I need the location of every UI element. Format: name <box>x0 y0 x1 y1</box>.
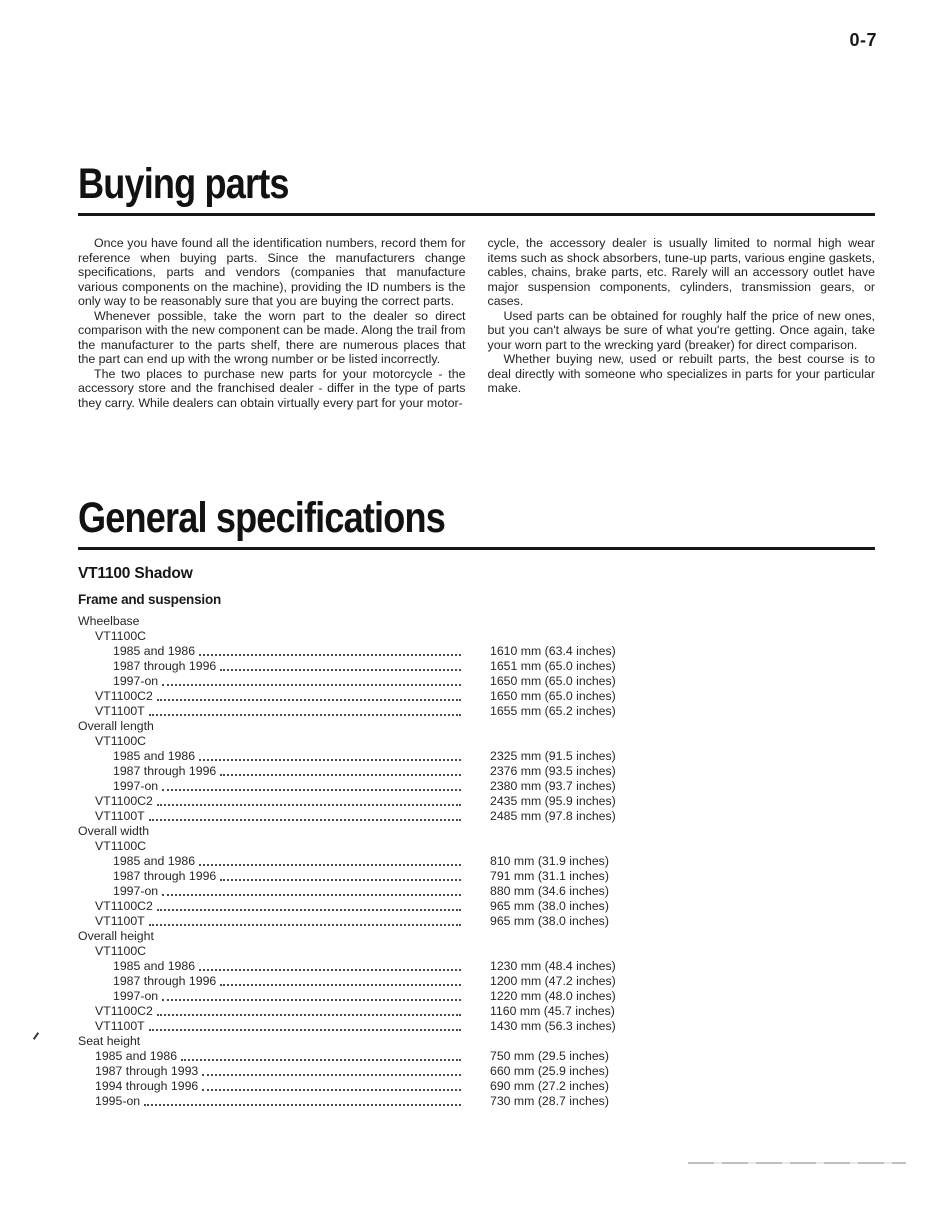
general-specifications-title: General specifications <box>78 494 445 542</box>
spec-label: Wheelbase <box>78 614 140 628</box>
dot-leader <box>202 1089 461 1091</box>
spec-value: 690 mm (27.2 inches) <box>490 1079 609 1093</box>
spec-label: VT1100C2 <box>95 899 153 913</box>
spec-label: 1994 through 1996 <box>95 1079 199 1093</box>
spec-label: 1985 and 1986 <box>113 749 196 763</box>
paragraph: Used parts can be obtained for roughly half the price of new ones, but you can't always be sure of what you're getting. Once again, take your worn part to the wrecking yard (breaker) for direct comparison. <box>487 308 875 352</box>
dot-leader <box>202 1074 461 1076</box>
spec-value: 2325 mm (91.5 inches) <box>490 749 616 763</box>
spec-label: 1997-on <box>113 779 159 793</box>
spec-row <box>78 824 875 839</box>
spec-label: VT1100C <box>95 734 147 748</box>
spec-value: 791 mm (31.1 inches) <box>490 869 609 883</box>
spec-value: 1220 mm (48.0 inches) <box>490 989 616 1003</box>
paragraph: Whenever possible, take the worn part to the dealer so direct comparison with the new component can be made. Along the trail from the manufacturer to the parts shelf, there are numerous places that the part can end up with the wrong number or be listed incorrectly. <box>78 308 466 366</box>
spec-value: 1610 mm (63.4 inches) <box>490 644 616 658</box>
title-rule <box>78 213 875 216</box>
spec-row <box>78 944 875 959</box>
spec-label: Overall height <box>78 929 154 943</box>
spec-row <box>78 914 875 929</box>
dot-leader <box>157 909 461 911</box>
spec-value: 1200 mm (47.2 inches) <box>490 974 616 988</box>
spec-value: 2380 mm (93.7 inches) <box>490 779 616 793</box>
dot-leader <box>199 759 461 761</box>
dot-leader <box>220 774 461 776</box>
spec-row <box>78 809 875 824</box>
spec-row <box>78 899 875 914</box>
dot-leader <box>149 1029 461 1031</box>
spec-label: Seat height <box>78 1034 141 1048</box>
spec-label: 1987 through 1993 <box>95 1064 199 1078</box>
scan-artifact-line <box>688 1162 906 1164</box>
spec-value: 2435 mm (95.9 inches) <box>490 794 616 808</box>
dot-leader <box>157 804 461 806</box>
spec-label: 1987 through 1996 <box>113 659 217 673</box>
spec-row <box>78 764 875 779</box>
dot-leader <box>162 894 461 896</box>
spec-label: 1987 through 1996 <box>113 974 217 988</box>
subsection-heading: Frame and suspension <box>78 592 222 607</box>
dot-leader <box>149 819 461 821</box>
spec-row <box>78 614 875 629</box>
dot-leader <box>181 1059 461 1061</box>
spec-label: VT1100T <box>95 914 145 928</box>
spec-row <box>78 884 875 899</box>
spec-row <box>78 959 875 974</box>
spec-value: 1650 mm (65.0 inches) <box>490 674 616 688</box>
spec-label: 1987 through 1996 <box>113 764 217 778</box>
spec-row <box>78 974 875 989</box>
spec-label: 1995-on <box>95 1094 141 1108</box>
spec-value: 2485 mm (97.8 inches) <box>490 809 616 823</box>
spec-label: VT1100C <box>95 629 147 643</box>
spec-row <box>78 779 875 794</box>
dot-leader <box>157 1014 461 1016</box>
spec-value: 1651 mm (65.0 inches) <box>490 659 616 673</box>
spec-row <box>78 1094 875 1109</box>
spec-value: 2376 mm (93.5 inches) <box>490 764 616 778</box>
spec-label: 1985 and 1986 <box>113 959 196 973</box>
spec-row <box>78 644 875 659</box>
spec-label: Overall length <box>78 719 154 733</box>
dot-leader <box>199 654 461 656</box>
spec-row <box>78 1079 875 1094</box>
spec-row <box>78 1034 875 1049</box>
spec-row <box>78 659 875 674</box>
right-column <box>488 236 876 410</box>
left-column <box>78 236 466 410</box>
section-buying-parts <box>78 160 875 410</box>
buying-parts-title: Buying parts <box>78 160 289 208</box>
spec-label: 1985 and 1986 <box>95 1049 178 1063</box>
spec-row <box>78 749 875 764</box>
spec-row <box>78 929 875 944</box>
title-rule <box>78 547 875 550</box>
paragraph: cycle, the accessory dealer is usually limited to normal high wear items such as shock absorbers, tune-up parts, various engine gaskets, cables, chains, brake parts, etc. Rarely will an accessory outlet have major suspension components, cylinders, transmission gears, or cases. <box>487 236 875 308</box>
spec-row <box>78 674 875 689</box>
spec-row <box>78 1004 875 1019</box>
spec-value: 1655 mm (65.2 inches) <box>490 704 616 718</box>
spec-row <box>78 734 875 749</box>
spec-label: Overall width <box>78 824 150 838</box>
spec-row <box>78 689 875 704</box>
scan-artifact-mark <box>33 1032 39 1040</box>
dot-leader <box>162 789 461 791</box>
spec-row <box>78 854 875 869</box>
spec-value: 965 mm (38.0 inches) <box>490 899 609 913</box>
spec-label: VT1100T <box>95 809 145 823</box>
dot-leader <box>199 864 461 866</box>
spec-label: 1997-on <box>113 884 159 898</box>
paragraph: Whether buying new, used or rebuilt parts, the best course is to deal directly with someone who specializes in parts for your particular make. <box>487 352 875 395</box>
dot-leader <box>199 969 461 971</box>
spec-value: 880 mm (34.6 inches) <box>490 884 609 898</box>
spec-label: 1987 through 1996 <box>113 869 217 883</box>
spec-value: 750 mm (29.5 inches) <box>490 1049 609 1063</box>
spec-label: VT1100C2 <box>95 794 153 808</box>
spec-label: VT1100C <box>95 944 147 958</box>
spec-label: 1997-on <box>113 989 159 1003</box>
spec-row <box>78 1064 875 1079</box>
spec-value: 660 mm (25.9 inches) <box>490 1064 609 1078</box>
spec-label: VT1100T <box>95 704 145 718</box>
spec-row <box>78 1049 875 1064</box>
spec-row <box>78 704 875 719</box>
paragraph: Once you have found all the identification numbers, record them for reference when buying parts. Since the manufacturers change specifications, parts and vendors (companies that manufacture various components on the machine), providing the ID numbers is the only way to be reasonably sure that you are buying the correct parts. <box>78 236 466 308</box>
spec-value: 730 mm (28.7 inches) <box>490 1094 609 1108</box>
spec-value: 1430 mm (56.3 inches) <box>490 1019 616 1033</box>
spec-list <box>78 614 875 1109</box>
spec-label: VT1100C2 <box>95 689 153 703</box>
dot-leader <box>220 984 461 986</box>
dot-leader <box>162 999 461 1001</box>
dot-leader <box>149 924 461 926</box>
spec-row <box>78 869 875 884</box>
paragraph: The two places to purchase new parts for your motorcycle - the accessory store and the franchised dealer - differ in the type of parts they carry. While dealers can obtain virtually every part for your motor- <box>78 366 466 410</box>
page-number: 0-7 <box>849 30 877 50</box>
spec-row <box>78 1019 875 1034</box>
spec-value: 1650 mm (65.0 inches) <box>490 689 616 703</box>
dot-leader <box>220 669 461 671</box>
dot-leader <box>162 684 461 686</box>
spec-value: 810 mm (31.9 inches) <box>490 854 609 868</box>
buying-parts-columns <box>78 236 875 410</box>
dot-leader <box>220 879 461 881</box>
section-general-specifications <box>78 494 875 1109</box>
spec-label: 1985 and 1986 <box>113 644 196 658</box>
spec-label: 1997-on <box>113 674 159 688</box>
spec-value: 1230 mm (48.4 inches) <box>490 959 616 973</box>
spec-label: VT1100C <box>95 839 147 853</box>
spec-row <box>78 989 875 1004</box>
dot-leader <box>149 714 461 716</box>
dot-leader <box>144 1104 461 1106</box>
dot-leader <box>157 699 461 701</box>
model-heading: VT1100 Shadow <box>78 565 193 582</box>
spec-value: 965 mm (38.0 inches) <box>490 914 609 928</box>
spec-label: 1985 and 1986 <box>113 854 196 868</box>
spec-row <box>78 839 875 854</box>
spec-label: VT1100T <box>95 1019 145 1033</box>
spec-label: VT1100C2 <box>95 1004 153 1018</box>
spec-row <box>78 794 875 809</box>
spec-row <box>78 719 875 734</box>
spec-value: 1160 mm (45.7 inches) <box>490 1004 615 1018</box>
spec-row <box>78 629 875 644</box>
